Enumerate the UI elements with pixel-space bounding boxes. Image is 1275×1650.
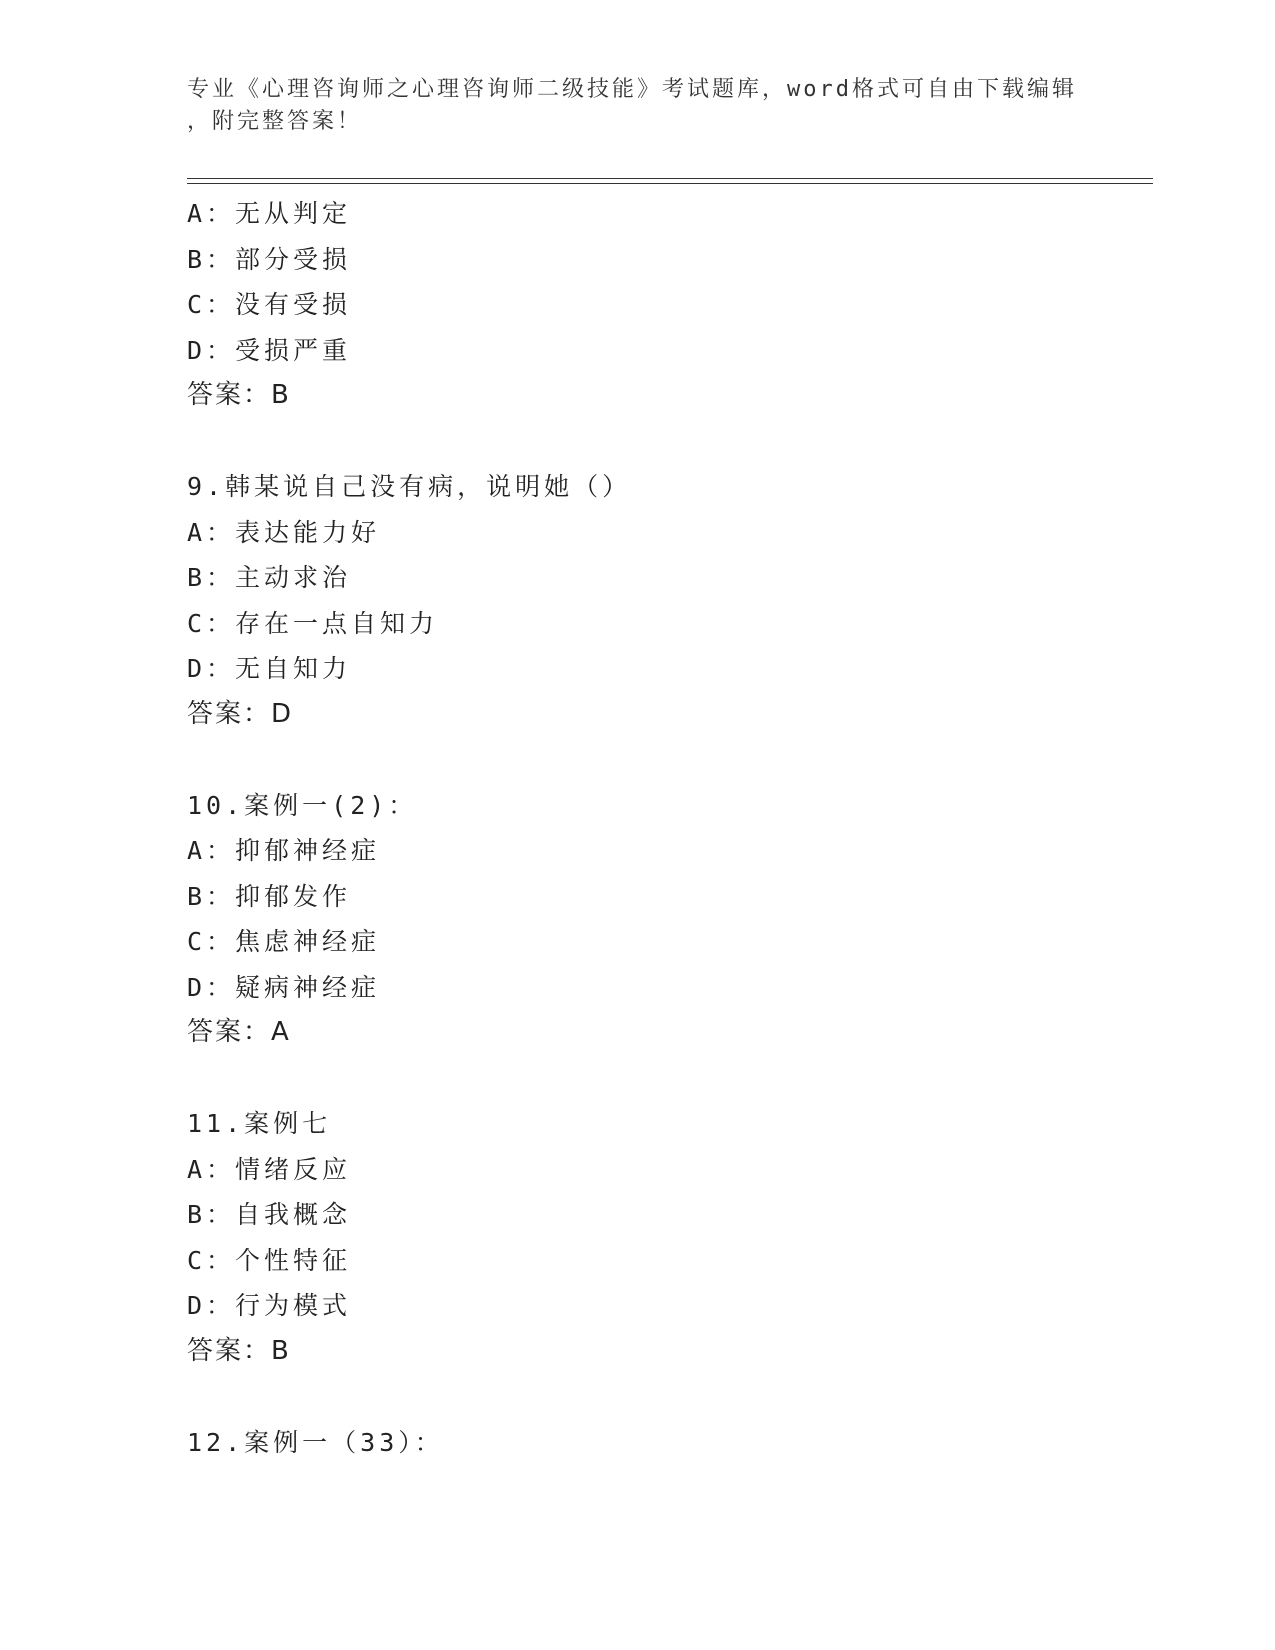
option-a: A：无从判定 bbox=[187, 199, 352, 228]
option-b: B：主动求治 bbox=[187, 563, 352, 592]
question-stem: 12.案例一（33）： bbox=[187, 1427, 444, 1457]
question-block bbox=[187, 783, 1147, 1056]
spacer bbox=[187, 1056, 1147, 1102]
option-c: C：焦虑神经症 bbox=[187, 927, 381, 956]
header-line-2: ，附完整答案！ bbox=[187, 109, 363, 134]
option-d: D：行为模式 bbox=[187, 1291, 352, 1320]
option-c: C：没有受损 bbox=[187, 290, 352, 319]
option-b: B：部分受损 bbox=[187, 244, 352, 274]
header-divider-top bbox=[187, 178, 1153, 179]
question-block bbox=[187, 191, 1147, 419]
answer-line: 答案：B bbox=[187, 380, 291, 410]
option-b: B：抑郁发作 bbox=[187, 881, 352, 911]
question-block bbox=[187, 1420, 1147, 1466]
answer-line: 答案：D bbox=[187, 698, 294, 729]
question-list bbox=[187, 191, 1147, 1465]
answer-line: 答案：B bbox=[187, 1335, 291, 1366]
question-block bbox=[187, 464, 1147, 737]
header-line-1: 专业《心理咨询师之心理咨询师二级技能》考试题库，word格式可自由下载编辑 bbox=[187, 77, 1077, 102]
question-stem: 10.案例一(2)： bbox=[187, 790, 418, 820]
answer-line: 答案：A bbox=[187, 1017, 291, 1047]
option-b: B：自我概念 bbox=[187, 1200, 352, 1229]
header-divider-bottom bbox=[187, 183, 1153, 184]
option-c: C：存在一点自知力 bbox=[187, 608, 439, 638]
option-a: A：表达能力好 bbox=[187, 517, 381, 547]
option-d: D：受损严重 bbox=[187, 335, 352, 365]
option-a: A：抑郁神经症 bbox=[187, 836, 381, 865]
spacer bbox=[187, 737, 1147, 783]
option-d: D：无自知力 bbox=[187, 654, 352, 683]
question-stem: 11.案例七 bbox=[187, 1109, 332, 1138]
spacer bbox=[187, 419, 1147, 465]
option-d: D：疑病神经症 bbox=[187, 972, 381, 1002]
option-c: C：个性特征 bbox=[187, 1245, 352, 1275]
document-header bbox=[187, 74, 1077, 138]
question-stem: 9.韩某说自己没有病，说明她（） bbox=[187, 472, 632, 501]
spacer bbox=[187, 1374, 1147, 1420]
question-block bbox=[187, 1101, 1147, 1374]
option-a: A：情绪反应 bbox=[187, 1154, 352, 1184]
